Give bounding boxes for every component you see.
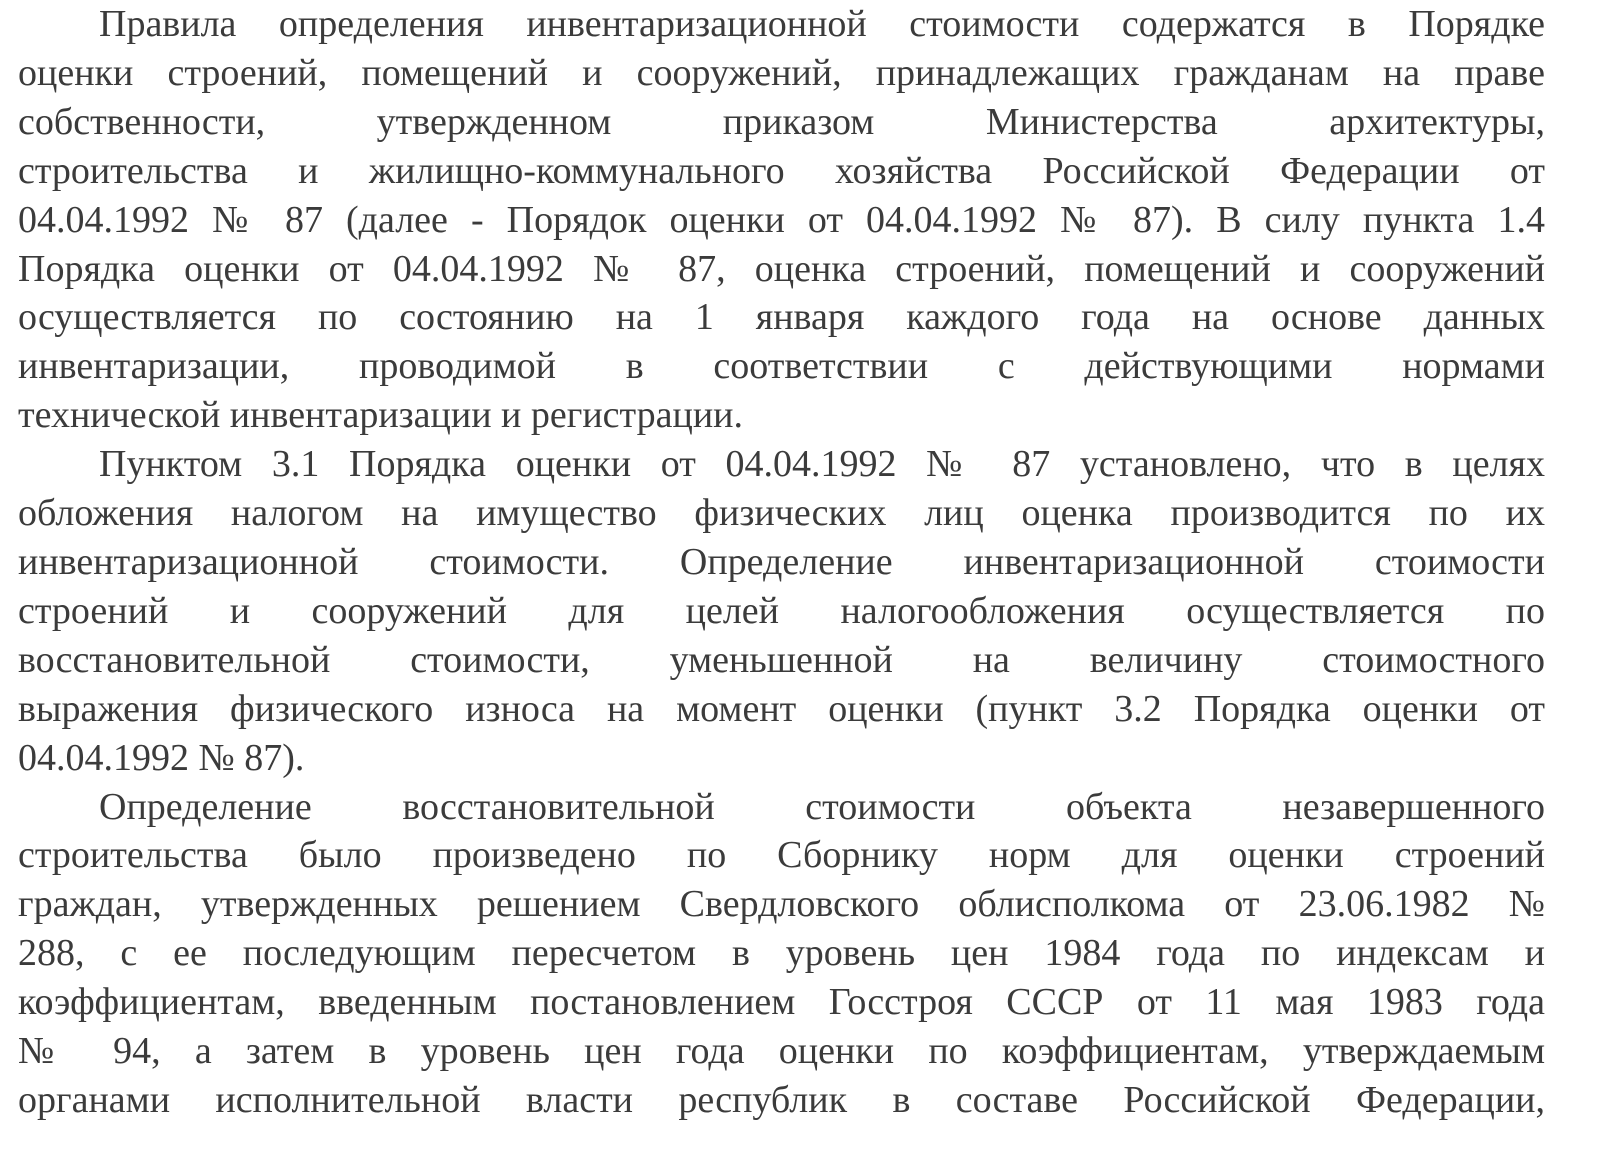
text-line: граждан, утвержденных решением Свердловского облисполкома от 23.06.1982 № — [18, 883, 1545, 926]
text-line: органами исполнительной власти республик в составе Российской Федерации, — [18, 1078, 1545, 1121]
text-line: № 94, а затем в уровень цен года оценки по коэффициентам, утверждаемым — [18, 1030, 1545, 1073]
text-line: собственности, утвержденном приказом Министерства архитектуры, — [18, 100, 1545, 143]
text-line: Правила определения инвентаризационной стоимости содержатся в Порядке — [99, 3, 1545, 45]
text-line: восстановительной стоимости, уменьшенной на величину стоимостного — [18, 638, 1545, 681]
text-line: технической инвентаризации и регистрации. — [18, 394, 743, 437]
text-line: строительства было произведено по Сборнику норм для оценки строений — [18, 834, 1545, 877]
text-line: Определение восстановительной стоимости объекта незавершенного — [99, 785, 1545, 828]
text-line: коэффициентам, введенным постановлением Госстроя СССР от 11 мая 1983 года — [18, 981, 1545, 1024]
text-line: Пунктом 3.1 Порядка оценки от 04.04.1992 № 87 установлено, что в целях — [99, 443, 1545, 486]
text-line: строительства и жилищно-коммунального хозяйства Российской Федерации от — [18, 149, 1545, 192]
text-line: 04.04.1992 № 87 (далее - Порядок оценки от 04.04.1992 № 87). В силу пункта 1.4 — [18, 198, 1545, 241]
text-line: Порядка оценки от 04.04.1992 № 87, оценка строений, помещений и сооружений — [18, 247, 1545, 290]
document-page — [18, 0, 1545, 1125]
text-line: осуществляется по состоянию на 1 января каждого года на основе данных — [18, 296, 1545, 339]
text-line: инвентаризации, проводимой в соответствии с действующими нормами — [18, 345, 1545, 388]
paragraph-1 — [18, 0, 1545, 440]
text-line: выражения физического износа на момент оценки (пункт 3.2 Порядка оценки от — [18, 687, 1545, 730]
paragraph-2 — [18, 440, 1545, 782]
text-line: инвентаризационной стоимости. Определение инвентаризационной стоимости — [18, 540, 1545, 583]
paragraph-3 — [18, 783, 1545, 1125]
text-line: обложения налогом на имущество физических лиц оценка производится по их — [18, 492, 1545, 535]
text-line: строений и сооружений для целей налогообложения осуществляется по — [18, 589, 1545, 632]
text-line: 04.04.1992 № 87). — [18, 736, 305, 779]
text-line: оценки строений, помещений и сооружений, принадлежащих гражданам на праве — [18, 51, 1545, 94]
text-line: 288, с ее последующим пересчетом в уровень цен 1984 года по индексам и — [18, 932, 1545, 975]
